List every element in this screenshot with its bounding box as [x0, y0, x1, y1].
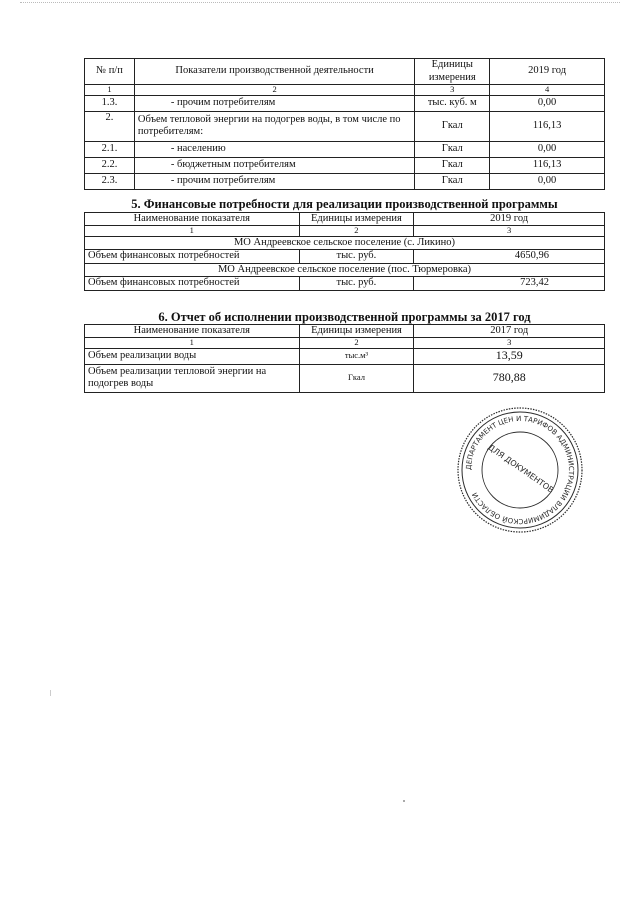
stamp-outer-text: ДЕПАРТАМЕНТ ЦЕН И ТАРИФОВ АДМИНИСТРАЦИИ ВЛАДИМИРСКОЙ ОБЛАСТИ	[464, 414, 576, 526]
row-value: 13,59	[414, 348, 605, 364]
header-unit: Единицы измерения	[299, 325, 414, 338]
row-unit: тыс.м³	[299, 348, 414, 364]
row-num: 2.	[85, 111, 135, 141]
row-unit: Гкал	[299, 364, 414, 392]
group-label: МО Андреевское сельское поселение (пос. Тюрмеровка)	[85, 263, 605, 276]
header-name: Наименование показателя	[85, 325, 300, 338]
row-unit: Гкал	[415, 111, 490, 141]
financial-needs-table	[84, 212, 605, 291]
index-row	[85, 226, 605, 237]
header-year: 2017 год	[414, 325, 605, 338]
row-num: 2.3.	[85, 173, 135, 189]
table-row	[85, 249, 605, 263]
index-cell: 2	[134, 85, 414, 96]
row-num: 1.3.	[85, 95, 135, 111]
row-unit: тыс. руб.	[299, 276, 414, 290]
row-value: 116,13	[490, 111, 605, 141]
group-row	[85, 263, 605, 276]
row-unit: тыс. куб. м	[415, 95, 490, 111]
group-row	[85, 236, 605, 249]
table-header-row	[85, 213, 605, 226]
row-name: Объем тепловой энергии на подогрев воды, в том числе по потребителям:	[134, 111, 414, 141]
row-name: - прочим потребителям	[134, 95, 414, 111]
header-unit: Единицы измерения	[299, 213, 414, 226]
header-indicator: Показатели производственной деятельности	[134, 59, 414, 85]
row-num: 2.2.	[85, 157, 135, 173]
header-unit: Единицы измерения	[415, 59, 490, 85]
scan-mark	[50, 690, 51, 696]
scan-edge-line	[20, 2, 620, 3]
index-row	[85, 85, 605, 96]
header-year: 2019 год	[490, 59, 605, 85]
section-5-title: 5. Финансовые потребности для реализации производственной программы	[131, 197, 558, 211]
table-row	[85, 141, 605, 157]
row-name: Объем реализации воды	[85, 348, 300, 364]
group-label: МО Андреевское сельское поселение (с. Ликино)	[85, 236, 605, 249]
row-name: - прочим потребителям	[134, 173, 414, 189]
row-unit: Гкал	[415, 157, 490, 173]
row-name: - бюджетным потребителям	[134, 157, 414, 173]
row-value: 780,88	[414, 364, 605, 392]
department-stamp	[455, 405, 585, 535]
index-cell: 2	[299, 338, 414, 349]
row-name: - населению	[134, 141, 414, 157]
table-row	[85, 111, 605, 141]
table-header-row	[85, 325, 605, 338]
header-num: № п/п	[85, 59, 135, 85]
row-name: Объем финансовых потребностей	[85, 276, 300, 290]
row-value: 723,42	[414, 276, 605, 290]
scan-mark	[403, 800, 405, 802]
index-cell: 1	[85, 338, 300, 349]
program-report-table	[84, 324, 605, 393]
production-indicators-table	[84, 58, 605, 190]
index-cell: 4	[490, 85, 605, 96]
row-value: 4650,96	[414, 249, 605, 263]
row-value: 0,00	[490, 95, 605, 111]
index-cell: 1	[85, 226, 300, 237]
row-name: Объем финансовых потребностей	[85, 249, 300, 263]
table-row	[85, 173, 605, 189]
index-cell: 2	[299, 226, 414, 237]
index-cell: 3	[414, 338, 605, 349]
section-6-title: 6. Отчет об исполнении производственной программы за 2017 год	[158, 310, 531, 324]
table-row	[85, 276, 605, 290]
table-row	[85, 348, 605, 364]
table-row	[85, 95, 605, 111]
row-value: 116,13	[490, 157, 605, 173]
table-row	[85, 157, 605, 173]
index-cell: 1	[85, 85, 135, 96]
stamp-center-text: ДЛЯ ДОКУМЕНТОВ	[486, 442, 556, 495]
index-cell: 3	[415, 85, 490, 96]
row-value: 0,00	[490, 141, 605, 157]
table-header-row	[85, 59, 605, 85]
table-row	[85, 364, 605, 392]
row-unit: Гкал	[415, 173, 490, 189]
row-value: 0,00	[490, 173, 605, 189]
row-unit: Гкал	[415, 141, 490, 157]
header-year: 2019 год	[414, 213, 605, 226]
row-name: Объем реализации тепловой энергии на подогрев воды	[85, 364, 300, 392]
header-name: Наименование показателя	[85, 213, 300, 226]
row-unit: тыс. руб.	[299, 249, 414, 263]
row-num: 2.1.	[85, 141, 135, 157]
index-row	[85, 338, 605, 349]
index-cell: 3	[414, 226, 605, 237]
